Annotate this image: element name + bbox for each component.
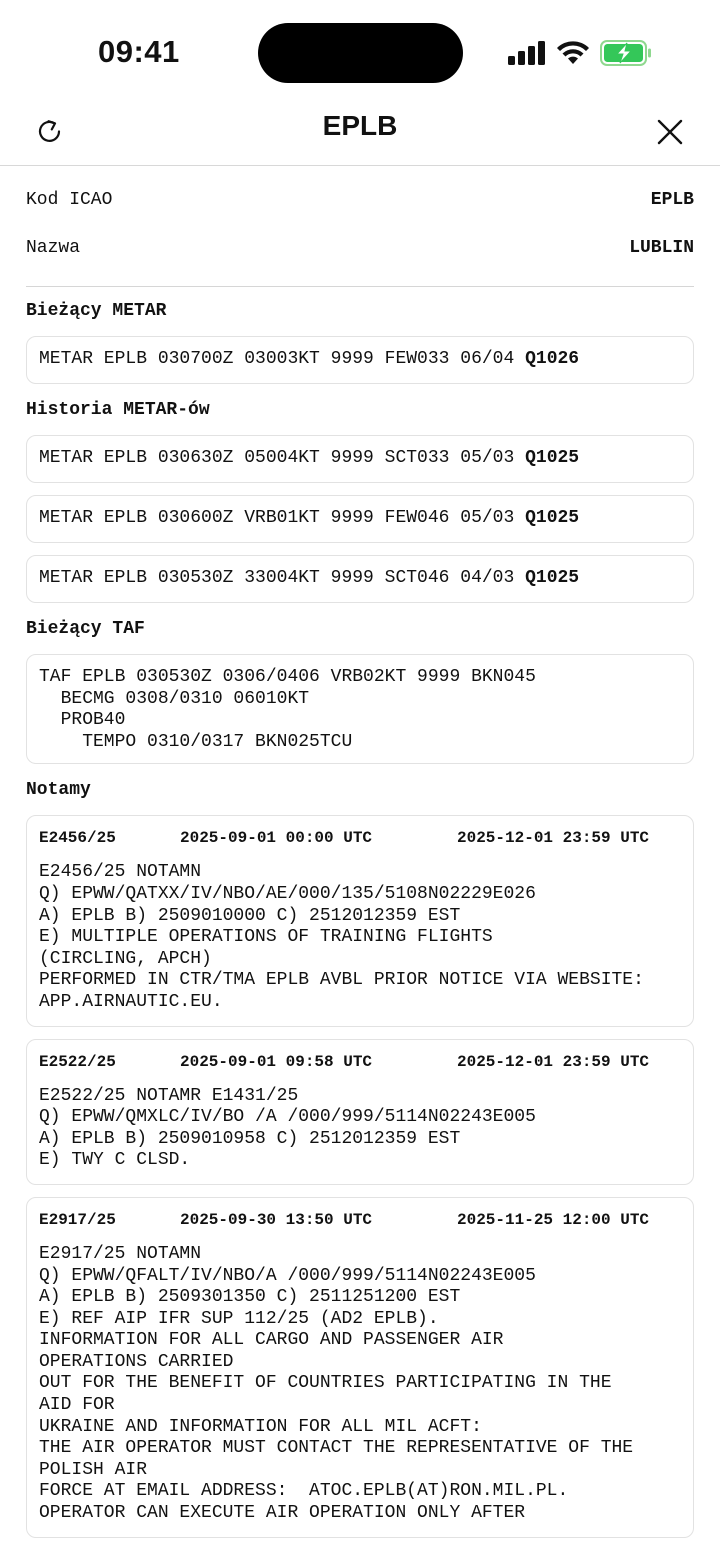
info-label: Nazwa: [26, 238, 81, 258]
notam-valid-to: 2025-12-01 23:59 UTC: [457, 829, 650, 848]
notam-id: E2456/25: [39, 829, 116, 848]
battery-charging-icon: [600, 40, 652, 66]
info-value: LUBLIN: [629, 238, 694, 258]
notam-header: [39, 1210, 681, 1230]
notam-valid-from: 2025-09-01 09:58 UTC: [180, 1052, 373, 1071]
current-taf-card: [26, 654, 694, 764]
airport-details[interactable]: [26, 166, 694, 1524]
status-time: 09:41: [98, 34, 180, 69]
info-row-icao: [26, 176, 694, 224]
status-bar: [0, 0, 720, 100]
notam-body: E2456/25 NOTAMN Q) EPWW/QATXX/IV/NBO/AE/000/135/5108N02229E026 A) EPLB B) 2509010000 C) 2512012359 EST E) MULTIPLE OPERATIONS OF TRAINING FLIGHTS (CIRCLING, APCH) PERFORMED IN CTR/TMA EPLB AVBL PRIOR NOTICE VIA WEBSITE: APP.AIRNAUTIC.EU.: [39, 862, 644, 1012]
info-label: Kod ICAO: [26, 190, 113, 210]
notam-id: E2917/25: [39, 1210, 116, 1229]
section-title-current-metar: Bieżący METAR: [26, 301, 167, 321]
section-title-metar-history: Historia METAR-ów: [26, 400, 210, 420]
metar-history-card: [26, 555, 694, 603]
notam-valid-to: 2025-11-25 12:00 UTC: [457, 1210, 650, 1229]
notam-valid-to: 2025-12-01 23:59 UTC: [457, 1052, 650, 1071]
metar-text: METAR EPLB 030600Z VRB01KT 9999 FEW046 05/03: [39, 508, 515, 528]
metar-text: METAR EPLB 030700Z 03003KT 9999 FEW033 06/04: [39, 349, 515, 369]
cellular-signal-icon: [508, 41, 546, 65]
metar-history-card: [26, 495, 694, 543]
notam-header: [39, 828, 681, 848]
notam-body: E2917/25 NOTAMN Q) EPWW/QFALT/IV/NBO/A /000/999/5114N02243E005 A) EPLB B) 2509301350 C) 2511251200 EST E) REF AIP IFR SUP 112/25 (AD2 EPLB). INFORMATION FOR ALL CARGO AND PASSENGER AIR OPERATIONS CARRIED OUT FOR THE BENEFIT OF COUNTRIES PARTICIPATING IN THE AID FOR UKRAINE AND INFORMATION FOR ALL MIL ACFT: THE AIR OPERATOR MUST CONTACT THE REPRESENTATIVE OF THE POLISH AIR FORCE AT EMAIL ADDRESS: ATOC.EPLB(AT)RON.MIL.PL. OPERATOR CAN EXECUTE AIR OPERATION ONLY AFTER: [39, 1243, 634, 1524]
info-value: EPLB: [650, 190, 694, 210]
current-metar-card: [26, 336, 694, 384]
divider: [26, 286, 694, 287]
status-icons: [508, 36, 652, 70]
info-row-name: [26, 224, 694, 272]
notam-valid-from: 2025-09-01 00:00 UTC: [180, 829, 373, 848]
metar-qnh: Q1026: [525, 349, 580, 369]
section-title-notams: Notamy: [26, 780, 91, 801]
dynamic-island: [258, 23, 463, 83]
navigation-bar: [0, 100, 720, 166]
page-title: EPLB: [322, 110, 398, 141]
metar-qnh: Q1025: [525, 508, 580, 528]
notam-card: [26, 815, 694, 1026]
notam-id: E2522/25: [39, 1052, 116, 1071]
wifi-icon: [556, 40, 590, 66]
notam-header: [39, 1052, 681, 1072]
close-button[interactable]: [648, 112, 692, 152]
taf-text: TAF EPLB 030530Z 0306/0406 VRB02KT 9999 BKN045 BECMG 0308/0310 06010KT PROB40 TEMPO 0310/0317 BKN025TCU: [39, 667, 536, 752]
metar-qnh: Q1025: [525, 568, 580, 588]
metar-text: METAR EPLB 030530Z 33004KT 9999 SCT046 04/03: [39, 568, 515, 588]
metar-qnh: Q1025: [525, 448, 580, 468]
close-icon: [657, 119, 683, 145]
notam-valid-from: 2025-09-30 13:50 UTC: [180, 1210, 373, 1229]
metar-text: METAR EPLB 030630Z 05004KT 9999 SCT033 05/03: [39, 448, 515, 468]
notam-card: [26, 1197, 694, 1538]
notam-card: [26, 1039, 694, 1185]
metar-history-card: [26, 435, 694, 483]
section-title-current-taf: Bieżący TAF: [26, 619, 145, 639]
notam-body: E2522/25 NOTAMR E1431/25 Q) EPWW/QMXLC/IV/BO /A /000/999/5114N02243E005 A) EPLB B) 2509010958 C) 2512012359 EST E) TWY C CLSD.: [39, 1085, 536, 1171]
